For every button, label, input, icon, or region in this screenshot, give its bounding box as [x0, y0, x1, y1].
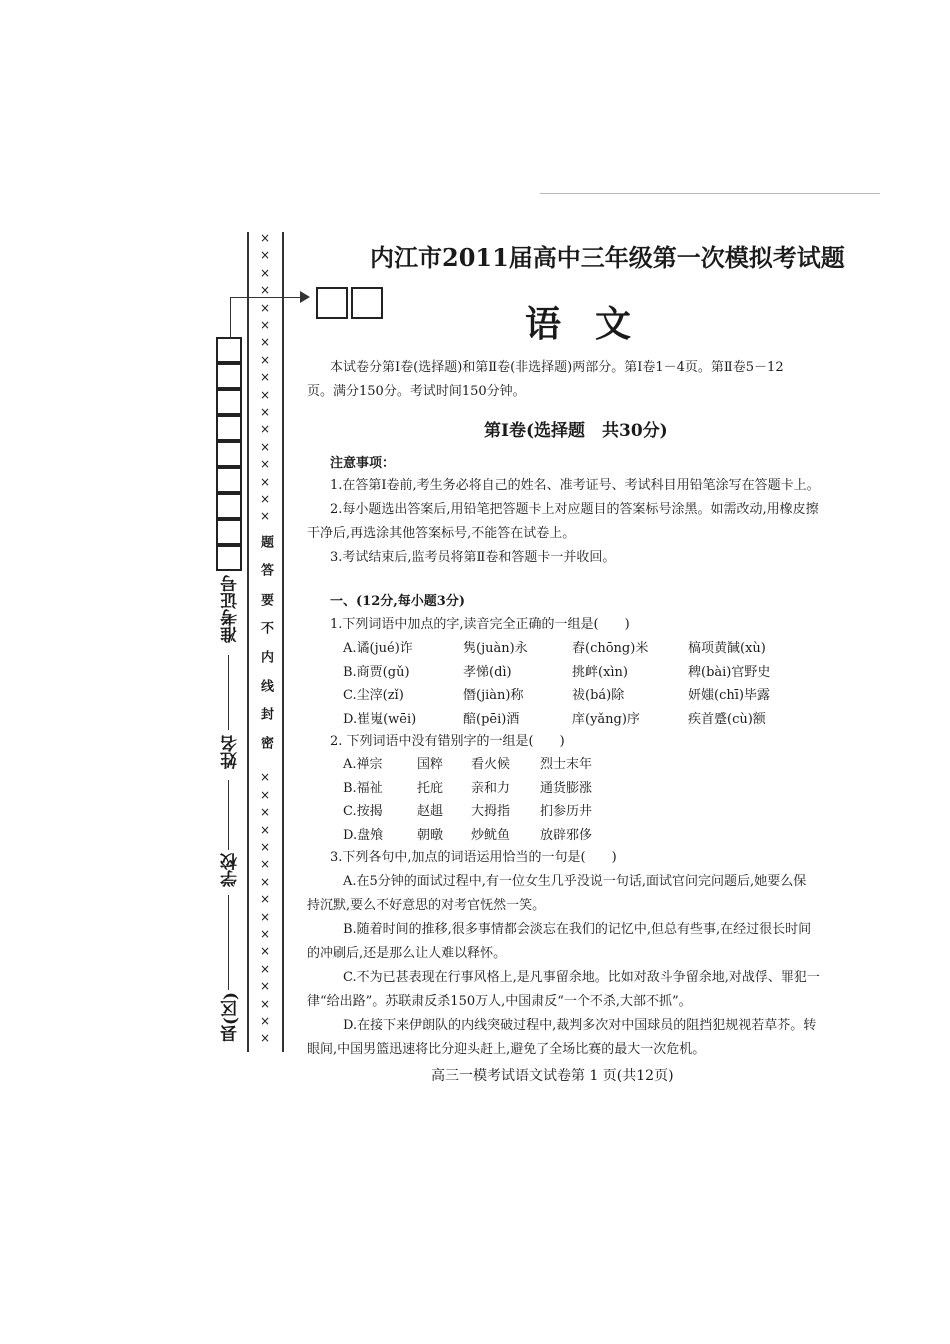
label-exam-number: 准考证号	[221, 575, 241, 643]
option-cell: B.福祉	[343, 780, 383, 796]
option-cell: 大拇指	[471, 804, 511, 819]
q3-stem: 3.下列各句中,加点的词语运用恰当的一句是( )	[330, 850, 617, 865]
option-cell: 通货膨涨	[540, 780, 593, 796]
label-school: 学校	[221, 853, 241, 887]
option-cell: 挑衅(xìn)	[572, 664, 629, 680]
option-cell: 僭(jiàn)称	[463, 688, 524, 703]
option-cell: 庠(yǎng)序	[572, 711, 640, 727]
option-cell: 烈士末年	[540, 757, 593, 772]
binding-line-left	[247, 232, 249, 1052]
top-rule	[540, 193, 880, 194]
x-mark: ×	[260, 335, 271, 350]
x-mark: ×	[260, 265, 271, 280]
intro-line: 页。满分150分。考试时间150分钟。	[307, 384, 526, 399]
option-cell: 赵趄	[417, 804, 444, 819]
option-cell: 国粹	[417, 757, 444, 772]
option-cell: 亲和力	[471, 780, 511, 796]
seat-number-box[interactable]	[351, 287, 383, 319]
exam-number-box[interactable]	[216, 415, 242, 441]
x-mark: ×	[260, 422, 271, 437]
x-mark: ×	[260, 874, 271, 889]
arrow-connector	[230, 297, 231, 339]
fill-line[interactable]	[228, 655, 229, 730]
x-mark: ×	[260, 1031, 271, 1046]
x-mark: ×	[260, 979, 271, 994]
option-cell: 托庇	[417, 780, 444, 796]
seal-word: 要	[258, 593, 273, 606]
x-mark: ×	[260, 474, 271, 489]
x-mark: ×	[260, 840, 271, 854]
x-mark: ×	[260, 944, 271, 959]
subject-title: 语文	[525, 303, 666, 345]
q3-line: 眼间,中国男篮迅速将比分迎头赶上,避免了全场比赛的最大一次危机。	[307, 1042, 706, 1057]
notice-heading: 注意事项：	[330, 456, 396, 471]
x-mark: ×	[260, 370, 271, 385]
seal-word: 题	[258, 535, 273, 548]
seal-word: 封	[258, 707, 273, 720]
exam-number-box[interactable]	[216, 519, 242, 545]
exam-number-box[interactable]	[216, 493, 242, 519]
x-mark: ×	[260, 822, 271, 837]
q3-line: B.随着时间的推移,很多事情都会淡忘在我们的记忆中,但总有些事,在经过很长时间	[343, 922, 812, 937]
x-mark: ×	[260, 283, 271, 298]
option-cell: 孝悌(dì)	[463, 664, 512, 680]
q2-stem: 2. 下列词语中没有错别字的一组是( )	[330, 734, 565, 749]
option-cell: C.按揭	[343, 804, 383, 819]
x-mark: ×	[260, 909, 271, 924]
x-mark: ×	[260, 318, 271, 332]
x-mark: ×	[260, 787, 271, 802]
q3-line: 持沉默,要么不好意思的对考官怃然一笑。	[307, 898, 546, 913]
option-cell: C.尘滓(zǐ)	[343, 688, 404, 703]
exam-number-box[interactable]	[216, 467, 242, 493]
fill-line[interactable]	[228, 780, 229, 850]
x-mark: ×	[260, 352, 271, 367]
option-cell: B.商贾(gǔ)	[343, 664, 410, 680]
option-cell: 炒鱿鱼	[471, 827, 511, 843]
option-cell: 舂(chōng)米	[572, 641, 649, 656]
x-mark: ×	[260, 1014, 271, 1028]
part1-heading: 第Ⅰ卷(选择题 共30分)	[484, 421, 668, 441]
x-mark: ×	[260, 457, 271, 472]
page-footer: 高三一模考试语文试卷第 1 页(共12页)	[431, 1068, 674, 1084]
option-cell: 隽(juàn)永	[463, 641, 528, 656]
option-cell: 槁项黄馘(xù)	[688, 641, 766, 656]
notice-item: 2.每小题选出答案后,用铅笔把答题卡上对应题目的答案标号涂黑。如需改动,用橡皮擦	[330, 502, 819, 517]
q3-line: C.不为已甚表现在行事风格上,是凡事留余地。比如对敌斗争留余地,对战俘、罪犯一	[343, 970, 820, 985]
option-cell: A.禅宗	[343, 757, 383, 772]
notice-item: 3.考试结束后,监考员将第Ⅱ卷和答题卡一并收回。	[330, 550, 616, 565]
option-cell: 稗(bài)官野史	[688, 664, 771, 680]
label-name: 姓名	[221, 735, 241, 769]
seal-word: 线	[258, 679, 273, 692]
seal-word: 内	[258, 650, 273, 663]
option-cell: 看火候	[471, 757, 511, 772]
q1-stem: 1.下列词语中加点的字,读音完全正确的一组是( )	[330, 617, 630, 632]
x-mark: ×	[260, 961, 271, 976]
x-mark: ×	[260, 509, 271, 524]
notice-item: 干净后,再选涂其他答案标号,不能答在试卷上。	[307, 526, 576, 541]
x-mark: ×	[260, 805, 271, 820]
arrow-connector	[230, 297, 306, 298]
arrow-head-icon	[300, 291, 310, 303]
option-cell: A.谲(jué)诈	[343, 641, 413, 656]
seal-x-marks	[256, 232, 276, 1052]
q3-line: 律“给出路”。苏联肃反杀150万人,中国肃反“一个不杀,大部不抓”。	[307, 994, 692, 1009]
x-mark: ×	[260, 405, 271, 419]
exam-number-box[interactable]	[216, 545, 242, 571]
x-mark: ×	[260, 387, 271, 402]
exam-number-box[interactable]	[216, 337, 242, 363]
label-county: 县(区)	[221, 992, 241, 1043]
q3-line: D.在接下来伊朗队的内线突破过程中,裁判多次对中国球员的阻挡犯规视若草芥。转	[343, 1018, 817, 1033]
option-cell: 疾首蹙(cù)额	[688, 711, 766, 727]
notice-item: 1.在答第Ⅰ卷前,考生务必将自己的姓名、准考证号、考试科目用铅笔涂写在答题卡上。	[330, 478, 820, 493]
seal-word: 不	[258, 621, 273, 634]
binding-line-right	[282, 232, 284, 1052]
fill-line[interactable]	[228, 895, 229, 990]
q3-line: 的冲刷后,还是那么让人难以释怀。	[307, 946, 507, 961]
option-cell: 祓(bá)除	[572, 688, 625, 703]
section1-heading: 一、(12分,每小题3分)	[330, 594, 465, 609]
x-mark: ×	[260, 439, 271, 454]
seal-word: 答	[258, 563, 273, 576]
x-mark: ×	[260, 892, 271, 907]
x-mark: ×	[260, 996, 271, 1011]
intro-line: 本试卷分第Ⅰ卷(选择题)和第Ⅱ卷(非选择题)两部分。第Ⅰ卷1－4页。第Ⅱ卷5－12	[330, 360, 784, 375]
x-mark: ×	[260, 248, 271, 263]
x-mark: ×	[260, 492, 271, 506]
option-cell: 扪参历井	[540, 804, 593, 819]
x-mark: ×	[260, 770, 271, 785]
x-mark: ×	[260, 231, 271, 245]
x-mark: ×	[260, 857, 271, 872]
option-cell: 醅(pēi)酒	[463, 711, 520, 727]
seat-number-box[interactable]	[316, 287, 348, 319]
option-cell: 妍媸(chī)毕露	[688, 688, 770, 703]
x-mark: ×	[260, 300, 271, 315]
exam-number-box[interactable]	[216, 363, 242, 389]
option-cell: D.崔嵬(wēi)	[343, 711, 417, 727]
exam-title: 内江市2011届高中三年级第一次模拟考试题	[370, 243, 845, 272]
option-cell: 放辟邪侈	[540, 827, 593, 843]
seal-word: 密	[258, 736, 273, 749]
option-cell: 朝暾	[417, 827, 444, 843]
q3-line: A.在5分钟的面试过程中,有一位女生几乎没说一句话,面试官问完问题后,她要么保	[343, 874, 807, 889]
x-mark: ×	[260, 927, 271, 941]
option-cell: D.盘飧	[343, 827, 384, 843]
exam-number-box[interactable]	[216, 389, 242, 415]
exam-number-box[interactable]	[216, 441, 242, 467]
